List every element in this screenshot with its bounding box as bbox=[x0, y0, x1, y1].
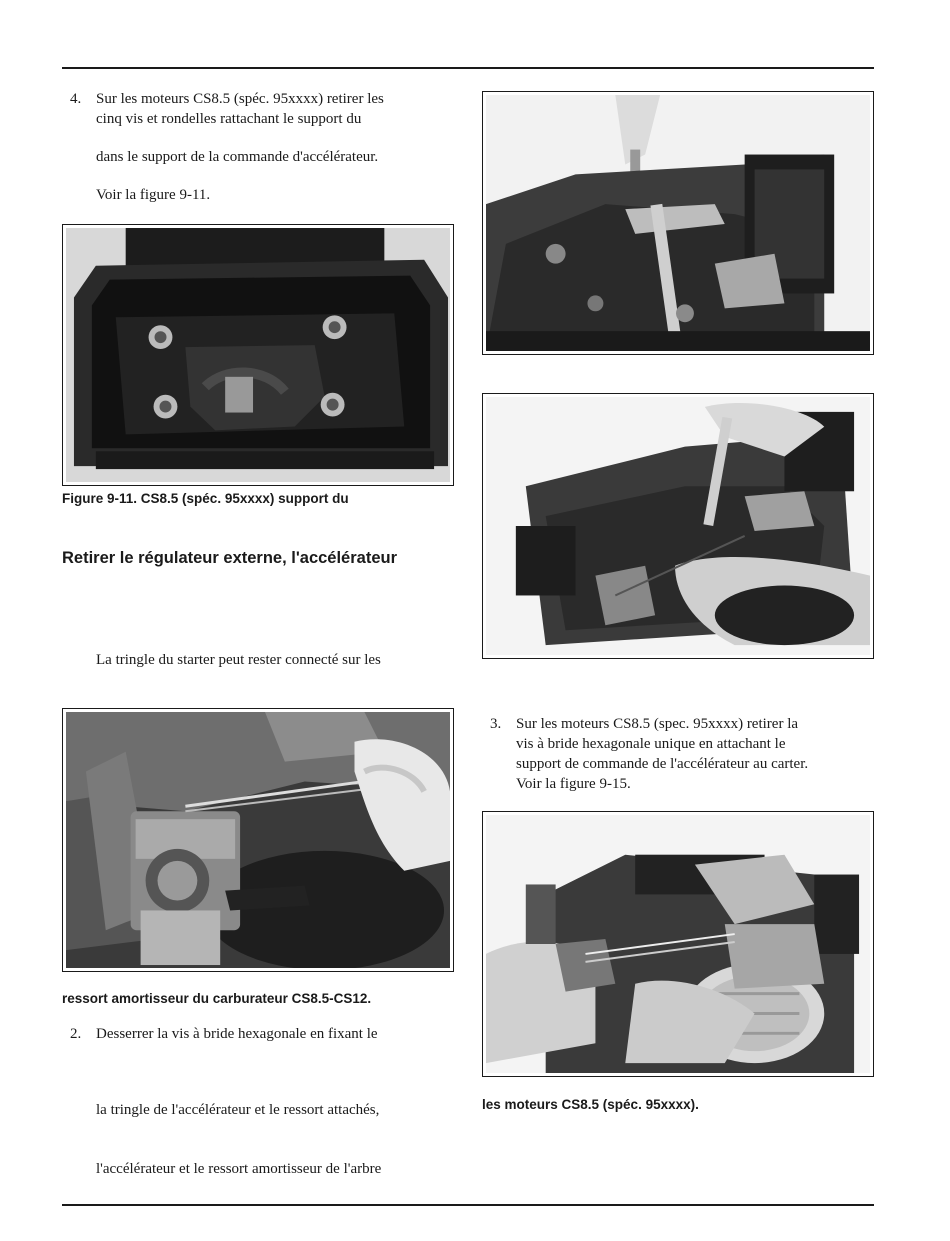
step-3-line-3: support de commande de l'accélérateur au carter. bbox=[516, 756, 809, 772]
carburetor-image bbox=[66, 712, 450, 968]
step-2-line-1: Desserrer la vis à bride hexagonale en fixant le bbox=[96, 1026, 378, 1042]
step-4-line-1: Sur les moteurs CS8.5 (spéc. 95xxxx) retirer les bbox=[96, 91, 384, 107]
figure-9-11-image bbox=[66, 228, 450, 482]
step-3-line-4: Voir la figure 9-15. bbox=[516, 776, 631, 792]
screwdriver-image bbox=[486, 95, 870, 351]
figure-9-11-photo bbox=[62, 224, 454, 486]
step-number: 4. bbox=[70, 91, 82, 107]
step-4-line-3: dans le support de la commande d'accélérateur. bbox=[96, 149, 379, 165]
figure-9-15-photo bbox=[482, 811, 874, 1077]
figure-carburetor-caption: ressort amortisseur du carburateur CS8.5-CS12. bbox=[62, 991, 372, 1006]
step-4-line-2: cinq vis et rondelles rattachant le support du bbox=[96, 111, 362, 127]
step-2-line-2: la tringle de l'accélérateur et le ressort attachés, bbox=[96, 1102, 380, 1118]
step-3-line-1: Sur les moteurs CS8.5 (spec. 95xxxx) retirer la bbox=[516, 716, 799, 732]
step-number: 2. bbox=[70, 1026, 82, 1042]
figure-9-15-image bbox=[486, 815, 870, 1073]
step-3-line-2: vis à bride hexagonale unique en attachant le bbox=[516, 736, 786, 752]
choke-linkage-note: La tringle du starter peut rester connecté sur les bbox=[96, 652, 381, 668]
figure-carburetor-photo bbox=[62, 708, 454, 972]
section-heading: Retirer le régulateur externe, l'accélérateur bbox=[62, 549, 398, 567]
step-2-line-3: l'accélérateur et le ressort amortisseur de l'arbre bbox=[96, 1161, 382, 1177]
figure-screwdriver-photo bbox=[482, 91, 874, 355]
step-4-line-4: Voir la figure 9-11. bbox=[96, 187, 211, 203]
figure-linkage-photo bbox=[482, 393, 874, 659]
step-number: 3. bbox=[490, 716, 502, 732]
footer-rule bbox=[62, 1204, 874, 1206]
header-rule bbox=[62, 67, 874, 69]
figure-9-11-caption: Figure 9-11. CS8.5 (spéc. 95xxxx) support du bbox=[62, 491, 349, 506]
linkage-image bbox=[486, 397, 870, 655]
figure-9-15-caption: les moteurs CS8.5 (spéc. 95xxxx). bbox=[482, 1097, 699, 1112]
